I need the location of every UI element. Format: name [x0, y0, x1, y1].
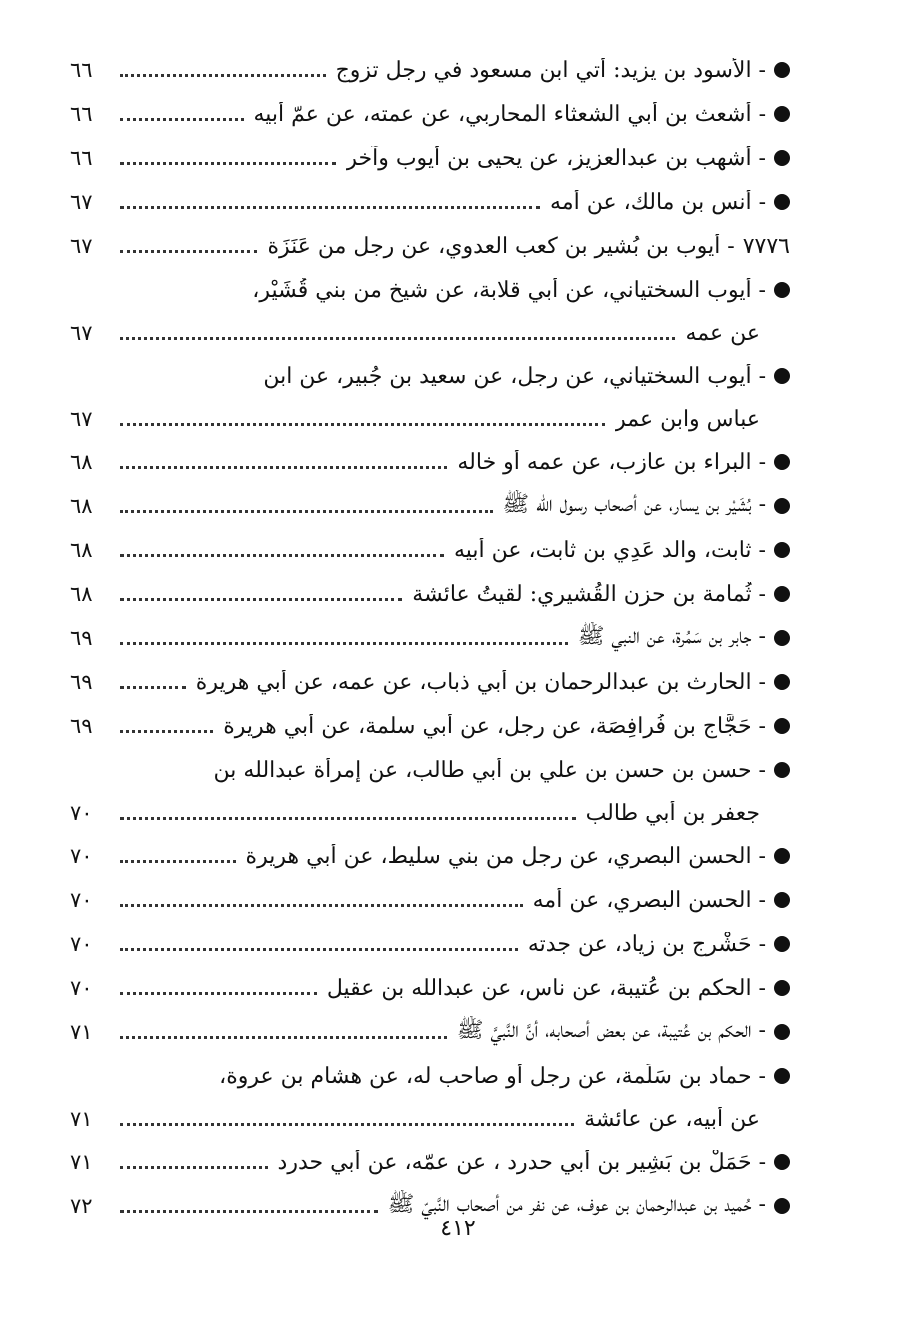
entry-continuation-text: جعفر بن أبي طالب: [585, 800, 760, 826]
bullet-icon: [774, 586, 790, 602]
entry-page-number: ٦٧: [70, 407, 93, 431]
entry-text: - الحسن البصري، عن أمه: [532, 887, 766, 913]
dot-leader: [120, 1123, 574, 1126]
index-entry: [70, 528, 790, 572]
dot-leader: [120, 1166, 268, 1169]
index-entry: [70, 1054, 790, 1098]
bullet-icon: [774, 150, 790, 166]
entry-text: - أشهب بن عبدالعزيز، عن يحيى بن أيوب وآخر: [346, 145, 766, 171]
bullet-icon: [774, 498, 790, 514]
entry-page-number: ٦٨: [70, 582, 93, 606]
entry-text: - حُميد بن عبدالرحمان بن عوف، عن نفر من أصحاب النَّبيّ ﷺ: [387, 1192, 766, 1217]
dot-leader: [120, 250, 257, 253]
entry-text: - حَشْرج بن زياد، عن جدته: [527, 931, 766, 957]
bullet-icon: [774, 1068, 790, 1084]
index-list: [70, 48, 790, 1228]
index-entry: [70, 136, 790, 180]
bullet-icon: [774, 892, 790, 908]
entry-page-number: ٦٦: [70, 146, 93, 170]
dot-leader: [120, 686, 186, 689]
index-entry-continuation: [70, 792, 790, 834]
entry-page-number: ٧١: [70, 1150, 93, 1174]
index-entry: [70, 224, 790, 268]
bullet-icon: [774, 630, 790, 646]
entry-continuation-text: عباس وابن عمر: [615, 406, 760, 432]
entry-page-number: ٧٠: [70, 976, 93, 1000]
entry-page-number: ٦٧: [70, 234, 93, 258]
index-entry: [70, 834, 790, 878]
dot-leader: [120, 74, 326, 77]
dot-leader: [120, 904, 523, 907]
entry-text: - حسن بن حسن بن علي بن أبي طالب، عن إمرأة عبدالله بن: [213, 757, 766, 783]
page-number: ٤١٢: [440, 1216, 476, 1241]
index-entry: [70, 48, 790, 92]
entry-text: - الحارث بن عبدالرحمان بن أبي ذباب، عن عمه، عن أبي هريرة: [195, 669, 766, 695]
index-entry: [70, 440, 790, 484]
dot-leader: [120, 1210, 378, 1213]
entry-text: - حَجَّاج بن فُرافِصَة، عن رجل، عن أبي سلمة، عن أبي هريرة: [223, 713, 766, 739]
dot-leader: [120, 992, 317, 995]
entry-text: - حماد بن سَلَمة، عن رجل أو صاحب له، عن هشام بن عروة،: [219, 1063, 766, 1089]
bullet-icon: [774, 848, 790, 864]
dot-leader: [120, 1036, 447, 1039]
index-entry: [70, 268, 790, 312]
entry-page-number: ٦٧: [70, 190, 93, 214]
index-entry: [70, 354, 790, 398]
entry-page-number: ٦٨: [70, 450, 93, 474]
index-entry: [70, 484, 790, 528]
entry-text: - ثُمامة بن حزن القُشيري: لقيتُ عائشة: [412, 581, 766, 607]
dot-leader: [120, 423, 605, 426]
index-entry: [70, 922, 790, 966]
index-entry: [70, 1010, 790, 1054]
dot-leader: [120, 860, 236, 863]
dot-leader: [120, 948, 518, 951]
bullet-icon: [774, 194, 790, 210]
index-entry: [70, 180, 790, 224]
entry-page-number: ٦٦: [70, 102, 93, 126]
entry-text: - الحكم بن عُتيبة، عن ناس، عن عبدالله بن عقيل: [326, 975, 766, 1001]
bullet-icon: [774, 718, 790, 734]
entry-text: - أيوب بن بُشير بن كعب العدوي، عن رجل من عَنَزَة: [267, 233, 735, 259]
dot-leader: [120, 337, 675, 340]
bullet-icon: [774, 762, 790, 778]
entry-text: - أيوب السختياني، عن أبي قلابة، عن شيخ من بني قُشَيْر،: [252, 277, 766, 303]
entry-text: - جابر بن سَمُرة، عن النبي ﷺ: [577, 624, 766, 649]
entry-page-number: ٦٨: [70, 538, 93, 562]
dot-leader: [120, 642, 568, 645]
entry-text: - أشعث بن أبي الشعثاء المحاربي، عن عمته، عن عمّ أبيه: [253, 101, 766, 127]
dot-leader: [120, 510, 493, 513]
bullet-icon: [774, 1024, 790, 1040]
entry-continuation-text: عن عمه: [685, 320, 760, 346]
entry-page-number: ٧١: [70, 1020, 93, 1044]
dot-leader: [120, 466, 447, 469]
dot-leader: [120, 162, 336, 165]
bullet-icon: [774, 454, 790, 470]
bullet-icon: [774, 62, 790, 78]
index-entry-continuation: [70, 1098, 790, 1140]
entry-text: - الحكم بن عُتيبة، عن بعض أصحابه، أنَّ النَّبيَّ ﷺ: [456, 1018, 766, 1043]
entry-page-number: ٧١: [70, 1107, 93, 1131]
entry-page-number: ٦٩: [70, 626, 93, 650]
bullet-icon: [774, 674, 790, 690]
index-entry: [70, 92, 790, 136]
entry-text: - الأسود بن يزيد: أُتي ابن مسعود في رجل تزوج: [335, 57, 766, 83]
bullet-icon: [774, 1154, 790, 1170]
bullet-icon: [774, 542, 790, 558]
entry-text: - الحسن البصري، عن رجل من بني سليط، عن أبي هريرة: [245, 843, 766, 869]
entry-text: - أنس بن مالك، عن أمه: [550, 189, 766, 215]
entry-text: - حَمَلْ بن بَشِير بن أبي حدرد ، عن عمّه، عن أبي حدرد: [277, 1149, 766, 1175]
entry-text: - ثابت، والد عَدِي بن ثابت، عن أبيه: [454, 537, 766, 563]
dot-leader: [120, 730, 213, 733]
entry-text: - البراء بن عازب، عن عمه أو خاله: [457, 449, 766, 475]
index-entry-continuation: [70, 398, 790, 440]
entry-page-number: ٦٦: [70, 58, 93, 82]
dot-leader: [120, 206, 540, 209]
entry-page-number: ٦٩: [70, 714, 93, 738]
index-entry: [70, 572, 790, 616]
index-entry: [70, 704, 790, 748]
entry-page-number: ٧٢: [70, 1194, 93, 1218]
bullet-icon: [774, 936, 790, 952]
entry-page-number: ٧٠: [70, 844, 93, 868]
index-entry-continuation: [70, 312, 790, 354]
dot-leader: [120, 598, 402, 601]
index-entry: [70, 1140, 790, 1184]
entry-number: ٧٧٧٦: [742, 233, 790, 259]
entry-continuation-text: عن أبيه، عن عائشة: [584, 1106, 760, 1132]
dot-leader: [120, 817, 576, 820]
entry-page-number: ٦٨: [70, 494, 93, 518]
index-entry: [70, 966, 790, 1010]
bullet-icon: [774, 106, 790, 122]
index-entry: [70, 748, 790, 792]
bullet-icon: [774, 368, 790, 384]
index-entry: [70, 660, 790, 704]
entry-page-number: ٧٠: [70, 801, 93, 825]
dot-leader: [120, 118, 244, 121]
entry-text: - أيوب السختياني، عن رجل، عن سعيد بن جُبير، عن ابن: [263, 363, 766, 389]
index-entry: [70, 878, 790, 922]
bullet-icon: [774, 980, 790, 996]
entry-page-number: ٦٩: [70, 670, 93, 694]
index-entry: [70, 616, 790, 660]
entry-page-number: ٧٠: [70, 932, 93, 956]
bullet-icon: [774, 1198, 790, 1214]
bullet-icon: [774, 282, 790, 298]
entry-page-number: ٧٠: [70, 888, 93, 912]
entry-page-number: ٦٧: [70, 321, 93, 345]
dot-leader: [120, 554, 444, 557]
entry-text: - بُشَيْر بن يسار، عن أصحاب رسول الله ﷺ: [502, 492, 766, 517]
